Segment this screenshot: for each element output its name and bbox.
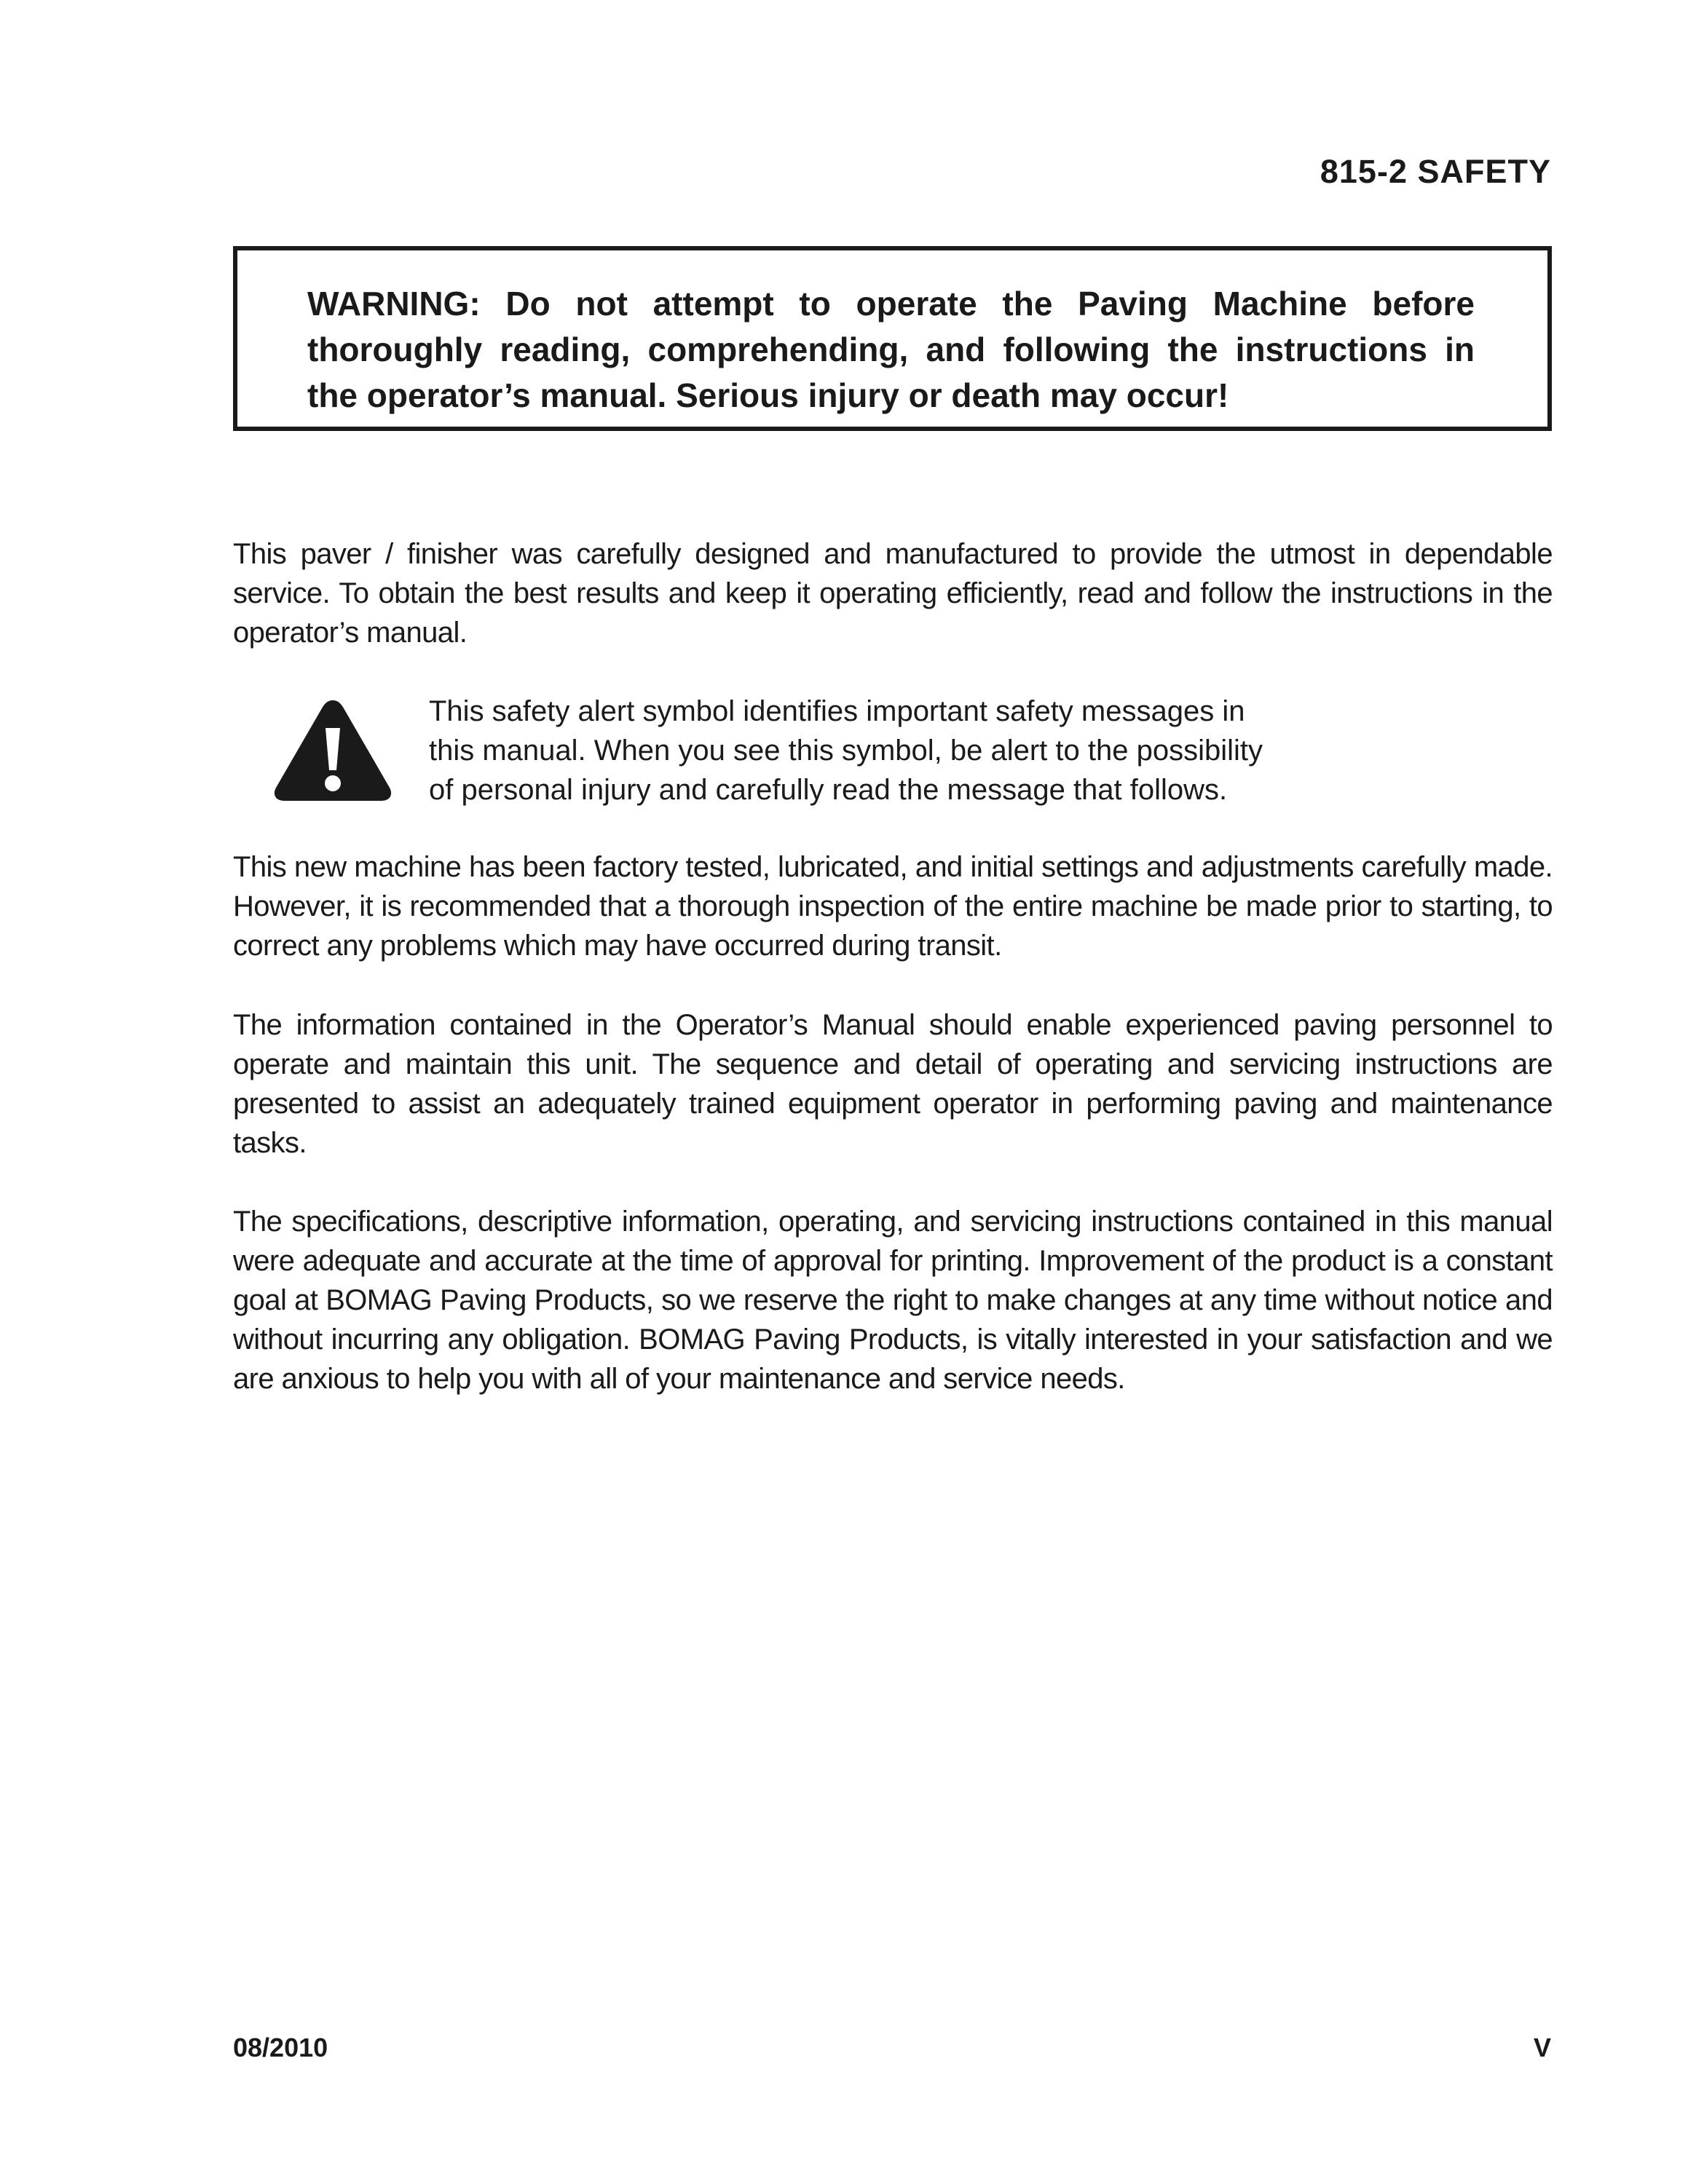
paragraph-factory-tested: This new machine has been factory tested, lubricated, and initial settings and adjustments carefully made. However, it is recommended that a thorough inspection of the entire machine be made prior to starting, to correct any problems which may have occurred during transit. (233, 851, 1553, 962)
safety-alert-triangle-icon (271, 696, 395, 805)
paragraph-specifications: The specifications, descriptive information, operating, and servicing instructions contained in this manual were adequate and accurate at the time of approval for printing. Improvement of the product is a constant goal at BOMAG Paving Products, so we reserve the right to make changes at any time without notice and without incurring any obligation. BOMAG Paving Products, is vitally interested in your satisfaction and we are anxious to help you with all of your maintenance and service needs. (233, 1206, 1553, 1395)
safety-alert-text (429, 692, 1339, 810)
warning-box (233, 246, 1552, 431)
page-number: V (1533, 2033, 1551, 2062)
footer-date: 08/2010 (233, 2033, 328, 2062)
warning-text: WARNING: Do not attempt to operate the Paving Machine before thoroughly reading, comprehending, and following the instructions in the operator’s manual. Serious injury or death may occur! (307, 285, 1475, 414)
safety-alert-line: of personal injury and carefully read the message that follows. (429, 774, 1228, 806)
paragraph-intro: This paver / finisher was carefully designed and manufactured to provide the utmost in dependable service. To obtain the best results and keep it operating efficiently, read and follow the instructions in the operator’s manual. (233, 538, 1553, 649)
safety-alert-block (271, 696, 1363, 820)
safety-alert-line: this manual. When you see this symbol, be alert to the possibility (429, 735, 1263, 767)
safety-alert-line: This safety alert symbol identifies important safety messages in (429, 695, 1245, 727)
page-title: 815-2 SAFETY (1320, 153, 1551, 190)
paragraph-operators-manual: The information contained in the Operator’s Manual should enable experienced paving personnel to operate and maintain this unit. The sequence and detail of operating and servicing instructions are presented to assist an adequately trained equipment operator in performing paving and maintenance tasks. (233, 1009, 1553, 1159)
